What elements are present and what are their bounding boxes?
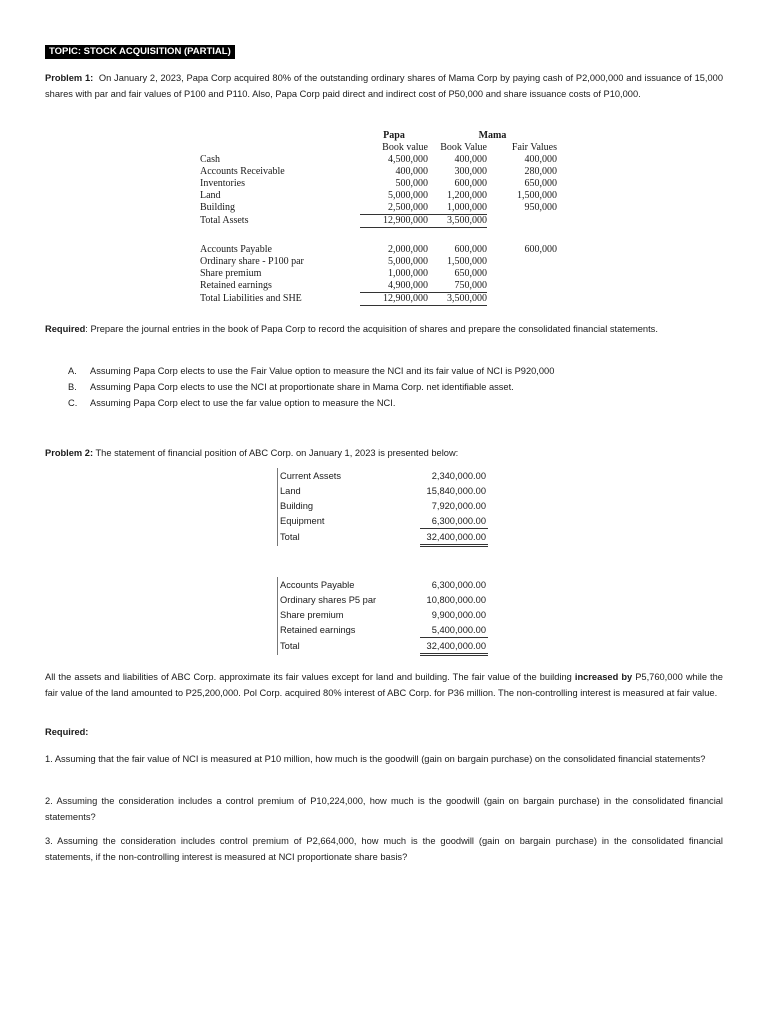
papa-total: 12,900,000	[360, 293, 428, 306]
table-row	[278, 529, 489, 546]
row-label: Retained earnings	[280, 624, 356, 635]
mama-book-value: 300,000	[454, 166, 487, 177]
table-row	[200, 166, 557, 178]
mama-total: 3,500,000	[428, 293, 487, 306]
papa-value: 5,000,000	[388, 190, 428, 201]
mama-book-value: 1,500,000	[447, 256, 487, 267]
row-label: Total	[280, 532, 300, 542]
row-label: Share premium	[200, 268, 262, 279]
mama-fair-value	[487, 268, 557, 280]
mama-fair-value: 950,000	[524, 202, 557, 214]
row-label: Accounts Receivable	[200, 166, 285, 177]
table-row	[200, 280, 557, 293]
table-row	[278, 577, 489, 592]
problem1-table	[200, 130, 557, 306]
row-label: Ordinary share - P100 par	[200, 256, 304, 267]
problem1-balance-table	[200, 130, 570, 306]
required-label: Required	[45, 324, 86, 334]
option-letter: B.	[68, 382, 77, 392]
row-label: Land	[280, 485, 301, 496]
papa-value: 1,000,000	[388, 268, 428, 279]
papa-value: 4,900,000	[360, 280, 428, 293]
header-papa: Papa	[383, 130, 405, 141]
table-row	[278, 592, 489, 607]
total-value: 32,400,000.00	[420, 638, 488, 655]
papa-value: 4,500,000	[388, 154, 428, 165]
problem2-label: Problem 2:	[45, 448, 94, 458]
problem2-para-bold: increased by	[574, 672, 633, 682]
mama-fair-value: 600,000	[524, 244, 557, 255]
problem1-paragraph	[45, 70, 723, 102]
option-letter: A.	[68, 366, 77, 376]
mama-fair-value	[487, 215, 557, 228]
mama-total: 3,500,000	[428, 215, 487, 228]
table-row	[278, 483, 489, 498]
row-label: Total Liabilities and SHE	[200, 293, 302, 304]
row-label: Inventories	[200, 178, 245, 189]
row-value: 9,900,000.00	[431, 609, 486, 620]
problem2-para-a: All the assets and liabilities of ABC Corp. approximate its fair values except for land and building. The fair value of the building	[45, 672, 572, 682]
problem1-required	[45, 321, 723, 337]
papa-total: 12,900,000	[360, 215, 428, 228]
table-row	[200, 215, 557, 228]
problem1-label: Problem 1:	[45, 73, 94, 83]
problem2-description	[45, 669, 723, 701]
row-value: 2,340,000.00	[431, 470, 486, 481]
problem2-text: The statement of financial position of ABC Corp. on January 1, 2023 is presented below:	[95, 448, 459, 458]
row-value: 6,300,000.00	[431, 579, 486, 590]
row-label: Share premium	[280, 609, 344, 620]
row-label: Current Assets	[280, 470, 341, 481]
required-text: : Prepare the journal entries in the book of Papa Corp to record the acquisition of shares and prepare the consolidated financial statements.	[85, 324, 658, 334]
option-text: Assuming Papa Corp elects to use the NCI at proportionate share in Mama Corp. net identifiable asset.	[90, 382, 514, 392]
total-value: 32,400,000.00	[420, 529, 488, 546]
table-row	[278, 607, 489, 622]
table-row	[278, 468, 489, 483]
papa-value: 2,500,000	[360, 202, 428, 215]
table-row	[200, 244, 557, 256]
table-row	[200, 293, 557, 306]
mama-book-value: 400,000	[454, 154, 487, 165]
papa-value: 400,000	[395, 166, 428, 177]
row-label: Building	[200, 202, 236, 214]
problem1-text: On January 2, 2023, Papa Corp acquired 80% of the outstanding ordinary shares of Mama Corp by paying cash of P2,000,000 and issuance of 15,000 shares with par and fair values of P100 and P110. Also, Papa Corp paid direct and indirect cost of P50,000 and share issuance costs of P10,000.	[45, 73, 724, 99]
row-value: 6,300,000.00	[420, 513, 488, 529]
question-2: 2. Assuming the consideration includes a control premium of P10,224,000, how much is the goodwill (gain on bargain purchase) in the consolidated financial statements?	[45, 796, 723, 822]
problem2-liabilities-table	[277, 577, 488, 656]
table-row	[200, 178, 557, 190]
table-row	[200, 202, 557, 215]
table-row	[200, 268, 557, 280]
table-row	[200, 154, 557, 166]
papa-value: 500,000	[395, 178, 428, 189]
table-row	[278, 498, 489, 513]
row-label: Building	[280, 500, 314, 511]
option-text: Assuming Papa Corp elects to use the Fair Value option to measure the NCI and its fair value of NCI is P920,000	[90, 366, 555, 376]
table-row	[200, 190, 557, 202]
table-row	[278, 638, 489, 655]
row-label: Accounts Payable	[280, 579, 355, 590]
mama-book-value: 600,000	[454, 244, 487, 255]
row-value: 7,920,000.00	[431, 500, 486, 511]
problem2-para-b: P5,760,000 while the fair value of the land amounted to P25,200,000. Pol Corp. acquired 80% interest of ABC Corp. for P36 million. The non-controlling interest is measured at fair value.	[45, 672, 723, 698]
mama-book-value: 1,200,000	[447, 190, 487, 201]
option-letter: C.	[68, 398, 78, 408]
list-item	[68, 363, 728, 379]
list-item	[68, 395, 728, 411]
row-value: 5,400,000.00	[420, 622, 488, 638]
row-label: Total Assets	[200, 215, 249, 226]
mama-fair-value	[487, 256, 557, 268]
row-value: 15,840,000.00	[426, 485, 486, 496]
problem2-paragraph	[45, 445, 723, 461]
row-label: Total	[280, 641, 300, 651]
problem2-assets-table	[277, 468, 488, 547]
row-label: Land	[200, 190, 221, 201]
mama-book-value: 600,000	[454, 178, 487, 189]
header-mama: Mama	[478, 130, 507, 141]
row-label: Ordinary shares P5 par	[280, 594, 377, 605]
mama-fair-value: 650,000	[524, 178, 557, 189]
row-label: Retained earnings	[200, 280, 272, 292]
option-text: Assuming Papa Corp elect to use the far value option to measure the NCI.	[90, 398, 396, 408]
mama-fair-value: 280,000	[524, 166, 557, 177]
subheader-mama-fair-values: Fair Values	[511, 142, 557, 153]
question-3: 3. Assuming the consideration includes control premium of P2,664,000, how much is the goodwill (gain on bargain purchase) in the consolidated financial statements, if the non-controlling interest is measured at NCI proportionate share basis?	[45, 836, 723, 862]
mama-fair-value: 400,000	[524, 154, 557, 165]
row-label: Cash	[200, 154, 220, 165]
papa-value: 5,000,000	[388, 256, 428, 267]
list-item	[68, 379, 728, 395]
subheader-papa-book-value: Book value	[382, 142, 428, 153]
subheader-mama-book-value: Book Value	[440, 142, 487, 153]
papa-value: 2,000,000	[388, 244, 428, 255]
table-row	[278, 513, 489, 529]
row-value: 10,800,000.00	[426, 594, 486, 605]
mama-fair-value	[487, 293, 557, 306]
mama-book-value: 650,000	[454, 268, 487, 279]
problem2-required-label: Required:	[45, 727, 89, 737]
row-label: Equipment	[280, 515, 325, 526]
problem1-options	[68, 363, 728, 411]
mama-fair-value: 1,500,000	[517, 190, 557, 201]
topic-heading: TOPIC: STOCK ACQUISITION (PARTIAL)	[45, 45, 235, 59]
table-row	[278, 622, 489, 638]
table-row	[200, 256, 557, 268]
question-1: 1. Assuming that the fair value of NCI is measured at P10 million, how much is the goodwill (gain on bargain purchase) on the consolidated financial statements?	[45, 754, 706, 764]
mama-fair-value	[487, 280, 557, 293]
mama-book-value: 750,000	[428, 280, 487, 293]
row-label: Accounts Payable	[200, 244, 272, 255]
mama-book-value: 1,000,000	[428, 202, 487, 215]
